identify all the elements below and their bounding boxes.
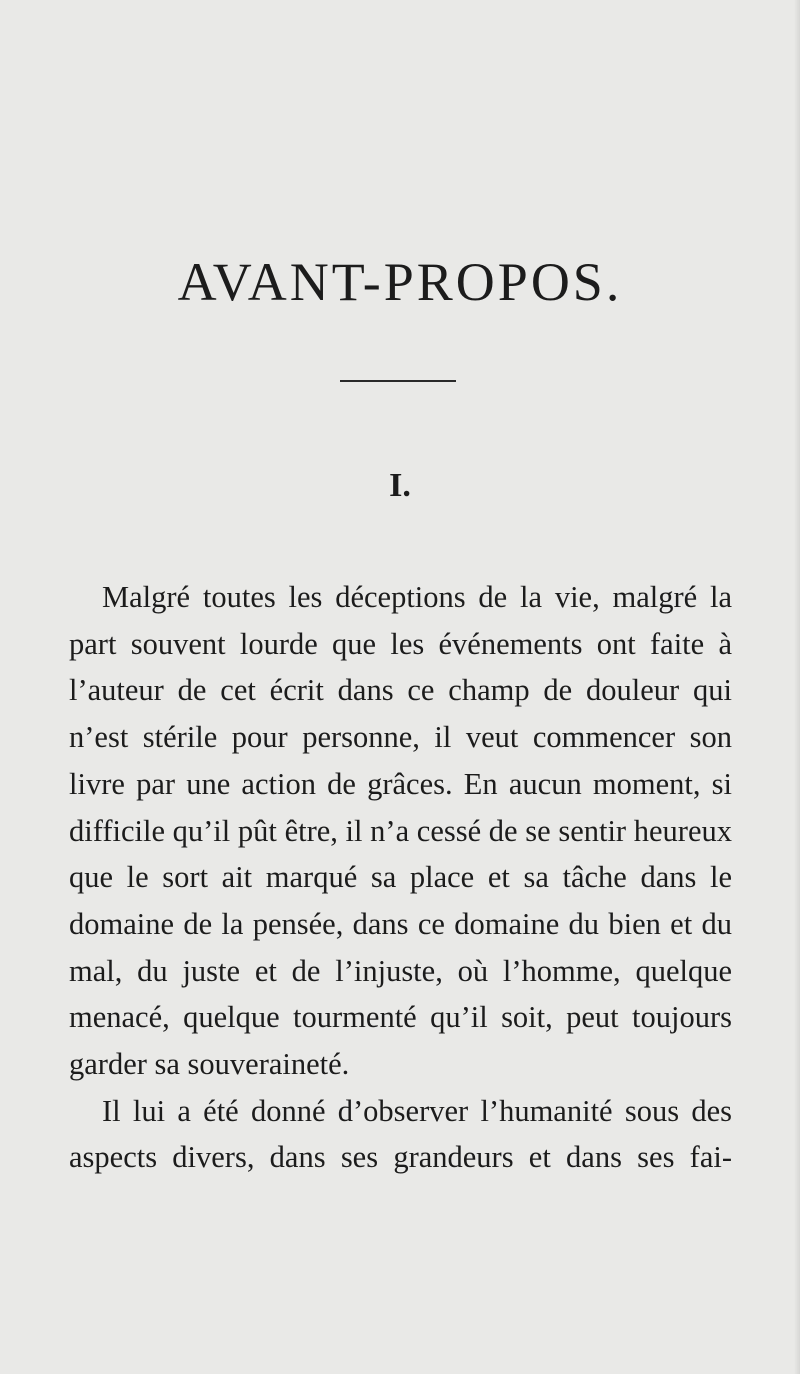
page-title: AVANT-PROPOS. (177, 252, 623, 312)
section-number: I. (389, 467, 411, 504)
title-divider (340, 380, 456, 382)
page-edge-shadow (794, 0, 800, 1374)
body-text (69, 574, 732, 1181)
paragraph-2: Il lui a été donné d’observer l’humanité sous des aspects divers, dans ses grandeurs et dans ses fai- (69, 1093, 732, 1175)
paragraph-1: Malgré toutes les déceptions de la vie, malgré la part souvent lourde que les événements ont faite à l’auteur de cet écrit dans ce champ de douleur qui n’est stérile pour personne, il veut commencer son livre par une action de grâces. En aucun moment, si difficile qu’il pût être, il n’a cessé de se sentir heureux que le sort ait marqué sa place et sa tâche dans le domaine de la pensée, dans ce domaine du bien et du mal, du juste et de l’injuste, où l’homme, quelque menacé, quelque tourmenté qu’il soit, peut toujours garder sa souveraineté. (69, 580, 732, 1082)
